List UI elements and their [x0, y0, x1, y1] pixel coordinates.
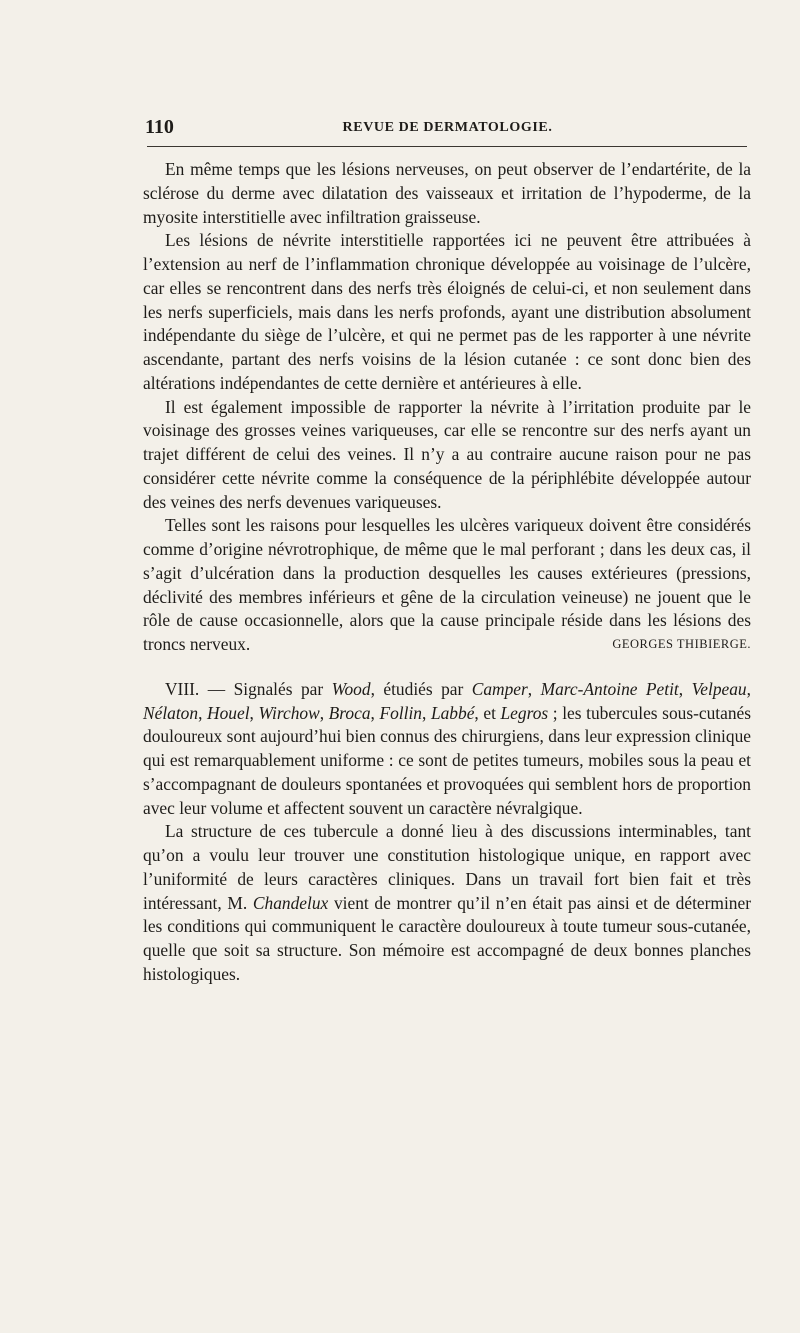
paragraph-text: Telles sont les raisons pour lesquelles les ulcères variqueux doivent être considérés comme d’origine névrotrophique, de même que le mal perforant ; dans les deux cas, il s’agit d’ulcération dans la production desquelles les causes extérieures (pressions, déclivité des membres inférieurs et gêne de la circulation veineuse) ne jouent que le rôle de cause occasionnelle, alors que la cause principale réside dans les lésions des troncs nerveux. — [143, 515, 751, 654]
author-name: Broca — [328, 702, 371, 723]
text: , — [319, 702, 329, 723]
author-name: Velpeau — [691, 678, 747, 699]
text: VIII. — Signalés par — [165, 678, 332, 699]
author-signature: GEORGES THIBIERGE. — [612, 637, 751, 651]
text: , étudiés par — [370, 678, 472, 699]
text: , — [678, 678, 692, 699]
author-name: Nélaton — [143, 702, 199, 723]
paragraph: Il est également impossible de rapporter la névrite à l’irritation produite par le voisinage des grosses veines variqueuses, car elle se rencontre sur des nerfs ayant un trajet différent de celui des veines. Il n’y a au contraire aucune raison pour ne pas considérer cette névrite comme la conséquence de la périphlébite développée autour des veines des nerfs devenues variqueuses. — [143, 396, 751, 512]
paragraph — [143, 820, 751, 986]
text: vient de montrer qu’il n’en était pas ainsi et de déterminer les conditions qui communiquent le caractère douloureux à toute tumeur sous-cutanée, quelle que soit sa structure. Son mémoire est accompagné de deux bonnes planches histologiques. — [143, 892, 751, 984]
section-viii-paragraph — [143, 678, 751, 821]
text: , — [527, 678, 541, 699]
text: , — [746, 678, 751, 699]
text: , — [198, 702, 208, 723]
author-name: Labbé — [430, 702, 475, 723]
author-name: Marc-Antoine Petit — [540, 678, 679, 699]
paragraph: En même temps que les lésions nerveuses, on peut observer de l’endartérite, de la sclérose du derme avec dilatation des vaisseaux et irritation de l’hypoderme, de la myosite interstitielle avec infiltration graisseuse. — [143, 159, 751, 227]
author-name: Houel — [207, 702, 250, 723]
paragraph — [143, 514, 751, 657]
page-number: 110 — [145, 116, 174, 138]
author-name: Follin — [379, 702, 422, 723]
header-rule — [147, 146, 747, 147]
author-name: Wirchow — [258, 702, 320, 723]
text: La structure de ces tubercule a donné lieu à des discussions interminables, tant qu’on a voulu leur trouver une constitution histologique unique, en rapport avec l’uniformité de leurs caractères cliniques. Dans un travail fort bien fait et très intéressant, M. — [143, 821, 751, 913]
text: , — [370, 702, 380, 723]
running-title: REVUE DE DERMATOLOGIE. — [342, 120, 553, 135]
author-name: Wood — [331, 678, 371, 699]
author-name: Camper — [471, 678, 528, 699]
page-header — [145, 116, 750, 138]
paragraph: Les lésions de névrite interstitielle rapportées ici ne peuvent être attribuées à l’extension au nerf de l’inflammation chronique développée au voisinage de l’ulcère, car elles se rencontrent dans des nerfs très éloignés de celui-ci, et non seulement dans les nerfs superficiels, mais dans les nerfs profonds, ayant une distribution absolument indépendante du siège de l’ulcère, et qui ne permet pas de les rapporter à une névrite ascendante, partant des nerfs voisins de la lésion cutanée : ce sont donc bien des altérations indépendantes de cette dernière et antérieures à elle. — [143, 230, 751, 393]
author-name: Chandelux — [252, 892, 329, 913]
page-body — [143, 158, 751, 987]
text: ; les tubercules sous-cutanés douloureux sont aujourd’hui bien connus des chirurgiens, dans leur expression clinique qui est remarquablement uniforme : ce sont de petites tumeurs, mobiles sous la peau et s’accompagnant de douleurs spontanées et provoquées qui semblent hors de proportion avec leur volume et affectent souvent un caractère névralgique. — [143, 702, 752, 818]
text: , — [249, 702, 259, 723]
text: , — [421, 702, 431, 723]
author-name: Legros — [500, 702, 549, 723]
text: , et — [474, 702, 501, 723]
